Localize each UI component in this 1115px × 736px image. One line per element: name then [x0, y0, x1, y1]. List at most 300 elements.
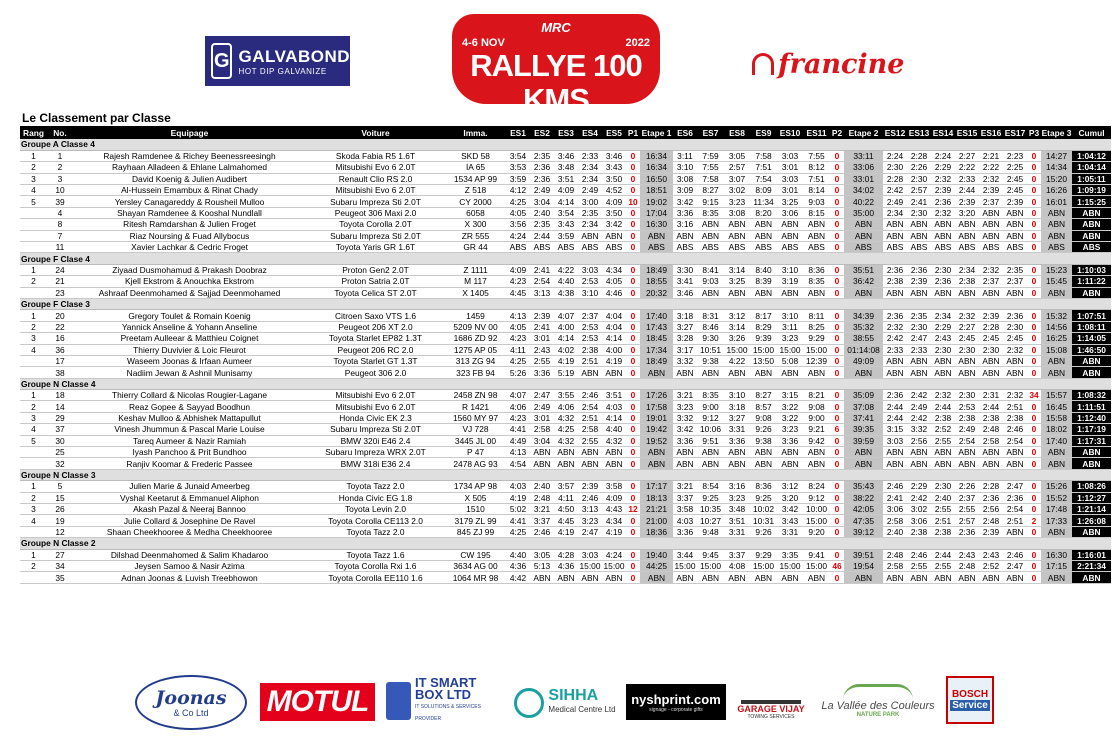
table-cell: 0 — [830, 447, 844, 458]
table-cell: 01:14:08 — [844, 344, 883, 355]
table-cell: ABN — [979, 458, 1003, 469]
table-cell: 9:12 — [697, 412, 724, 423]
table-cell: 3:36 — [530, 367, 554, 378]
column-header: Voiture — [306, 126, 445, 139]
table-cell — [20, 447, 47, 458]
table-cell: 16:30 — [640, 219, 673, 230]
table-cell: ABN — [803, 230, 830, 241]
table-cell: 2:58 — [578, 424, 602, 435]
table-cell: 2:35 — [907, 310, 931, 321]
table-cell: 1:26:08 — [1072, 515, 1111, 526]
table-cell: ABN — [883, 230, 907, 241]
table-cell: 9:30 — [697, 333, 724, 344]
table-cell: ABN — [1003, 447, 1027, 458]
table-cell: 2:27 — [955, 321, 979, 332]
table-cell: 8:35 — [697, 390, 724, 401]
table-cell: 37 — [47, 424, 73, 435]
table-cell: Toyota Tazz 1.6 — [306, 549, 445, 560]
table-cell: Xavier Lachkar & Cedric Froget — [73, 242, 306, 253]
table-cell: 4:54 — [506, 458, 530, 469]
table-cell: 18:49 — [640, 355, 673, 366]
table-cell: Thierry Collard & Nicolas Rougier-Lagane — [73, 390, 306, 401]
table-cell: 2:32 — [979, 264, 1003, 275]
table-cell: 2:55 — [931, 560, 955, 571]
table-row — [20, 515, 1111, 526]
table-cell: ABN — [1003, 572, 1027, 583]
table-cell: 8:12 — [803, 162, 830, 173]
table-cell: 15:58 — [1041, 412, 1072, 423]
table-cell: 0 — [626, 310, 640, 321]
table-cell: Shayan Ramdenee & Kooshal Nundlall — [73, 207, 306, 218]
table-cell: 0 — [626, 526, 640, 537]
table-cell: BMW 320i E46 2.4 — [306, 435, 445, 446]
table-cell: 3:54 — [506, 150, 530, 161]
table-cell: 2:38 — [578, 344, 602, 355]
table-cell: 3:22 — [777, 412, 803, 423]
table-cell: ABN — [697, 287, 724, 298]
table-cell: 35:00 — [844, 207, 883, 218]
table-cell: ABN — [1072, 230, 1111, 241]
table-cell: 0 — [626, 435, 640, 446]
table-cell: ABN — [803, 572, 830, 583]
table-cell: 9:08 — [750, 412, 777, 423]
table-cell: 6058 — [445, 207, 506, 218]
table-cell: 3:54 — [554, 207, 578, 218]
table-row — [20, 185, 1111, 196]
table-cell: Ziyaad Dusmohamud & Prakash Doobraz — [73, 264, 306, 275]
table-cell: 4:14 — [602, 333, 626, 344]
table-cell: ABN — [979, 355, 1003, 366]
table-cell: 2:45 — [1003, 333, 1027, 344]
table-cell: ABN — [578, 458, 602, 469]
itsmart-name: IT SMART BOX LTD — [414, 675, 477, 702]
table-cell: 2 — [20, 560, 47, 571]
table-cell: 2:57 — [907, 185, 931, 196]
table-cell: 3:17 — [673, 344, 697, 355]
table-cell: ABS — [777, 242, 803, 253]
table-cell: ABN — [883, 287, 907, 298]
table-cell: 4:08 — [724, 560, 750, 571]
table-cell: 3:35 — [777, 549, 803, 560]
table-cell: ABS — [1041, 242, 1072, 253]
table-cell: ABN — [931, 230, 955, 241]
table-cell: 2:38 — [979, 412, 1003, 423]
francine-name: francine — [778, 48, 905, 80]
table-cell: 4:23 — [506, 276, 530, 287]
table-cell: Toyota Yaris GR 1.6T — [306, 242, 445, 253]
table-cell: 18:51 — [640, 185, 673, 196]
table-cell: 0 — [1027, 424, 1041, 435]
table-cell: 3:08 — [724, 207, 750, 218]
table-cell: 19:02 — [640, 196, 673, 207]
table-cell: 0 — [626, 185, 640, 196]
table-cell: 0 — [830, 287, 844, 298]
table-cell: 10:00 — [803, 504, 830, 515]
table-cell: 1459 — [445, 310, 506, 321]
table-cell: 3:43 — [554, 219, 578, 230]
galvabond-logo — [205, 36, 350, 86]
table-cell: 26 — [47, 504, 73, 515]
table-row — [20, 321, 1111, 332]
table-cell: 2:29 — [931, 321, 955, 332]
table-cell: 3:31 — [777, 526, 803, 537]
table-cell: Peugeot 306 2.0 — [306, 367, 445, 378]
table-cell: 3:13 — [578, 504, 602, 515]
table-cell: ABS — [554, 242, 578, 253]
table-cell: 38:55 — [844, 333, 883, 344]
mountains-icon — [843, 684, 913, 700]
sihha-logo — [510, 683, 620, 723]
table-cell: Keshav Mulloo & Abhishek Mattapullut — [73, 412, 306, 423]
table-cell: 3:30 — [673, 264, 697, 275]
table-cell: ABN — [640, 458, 673, 469]
table-cell: 2:38 — [907, 526, 931, 537]
table-cell: 15:00 — [750, 344, 777, 355]
table-cell: ABN — [724, 367, 750, 378]
table-cell: 2 — [20, 492, 47, 503]
table-cell: ABN — [931, 447, 955, 458]
table-cell: 0 — [626, 492, 640, 503]
table-cell: 9:03 — [697, 276, 724, 287]
table-cell: ABN — [955, 219, 979, 230]
table-cell: ABN — [530, 458, 554, 469]
table-cell: ABN — [777, 230, 803, 241]
table-cell: 3:01 — [530, 412, 554, 423]
group-header-row — [20, 253, 1111, 264]
table-cell: ABN — [803, 447, 830, 458]
table-cell: 2:41 — [530, 321, 554, 332]
table-cell: ABN — [931, 219, 955, 230]
table-cell: 2:43 — [955, 549, 979, 560]
table-cell: ABN — [979, 207, 1003, 218]
table-cell: 2:42 — [907, 492, 931, 503]
table-cell: 4:03 — [673, 515, 697, 526]
table-cell: 2:27 — [955, 150, 979, 161]
table-cell: 2:38 — [1003, 412, 1027, 423]
table-cell: ABS — [844, 242, 883, 253]
table-cell: 0 — [830, 162, 844, 173]
table-cell: 2:58 — [979, 435, 1003, 446]
column-header: ES15 — [956, 127, 978, 138]
table-cell: 1 — [20, 310, 47, 321]
table-cell: 15:52 — [1041, 492, 1072, 503]
table-cell: ABN — [907, 447, 931, 458]
table-cell: 15:00 — [724, 344, 750, 355]
table-cell: ABN — [1003, 207, 1027, 218]
table-cell: 5 — [20, 196, 47, 207]
column-header: ES16 — [980, 127, 1002, 138]
table-cell: 2:40 — [530, 481, 554, 492]
table-row — [20, 162, 1111, 173]
table-cell: Toyota Corolla CE113 2.0 — [306, 515, 445, 526]
table-cell: 39:12 — [844, 526, 883, 537]
table-cell: 42:05 — [844, 504, 883, 515]
table-cell: 7:51 — [750, 162, 777, 173]
table-cell: 15:00 — [777, 344, 803, 355]
table-cell: Tareq Aumeer & Nazir Ramiah — [73, 435, 306, 446]
table-cell: 2:47 — [907, 333, 931, 344]
table-cell: 0 — [1027, 219, 1041, 230]
table-cell: 2 — [20, 321, 47, 332]
table-cell: 2:45 — [979, 333, 1003, 344]
table-cell: ABN — [750, 219, 777, 230]
table-cell: ABS — [673, 242, 697, 253]
column-header: ES7 — [697, 126, 724, 139]
table-cell: 3:03 — [777, 173, 803, 184]
table-cell: 9:51 — [697, 435, 724, 446]
table-cell: 0 — [626, 572, 640, 583]
table-cell: 3:43 — [602, 162, 626, 173]
table-cell: 2:56 — [907, 435, 931, 446]
table-cell: 2:54 — [955, 435, 979, 446]
table-cell: 3:20 — [777, 492, 803, 503]
table-cell: ABN — [1003, 355, 1027, 366]
table-cell: 10 — [47, 185, 73, 196]
table-cell: 3:23 — [673, 401, 697, 412]
table-row — [20, 150, 1111, 161]
table-cell: 1:16:01 — [1072, 549, 1111, 560]
table-cell: 2:40 — [530, 207, 554, 218]
table-cell: 2:36 — [931, 196, 955, 207]
table-cell: 2458 ZN 98 — [445, 390, 506, 401]
table-cell: 35:32 — [844, 321, 883, 332]
table-cell: ABN — [844, 572, 883, 583]
table-cell: 3 — [20, 412, 47, 423]
table-cell: 15:20 — [1041, 173, 1072, 184]
table-cell: 1:08:11 — [1072, 321, 1111, 332]
table-cell: 34 — [47, 560, 73, 571]
table-cell: 0 — [830, 481, 844, 492]
galvabond-name: GALVABOND — [238, 46, 350, 66]
table-row — [20, 504, 1111, 515]
table-cell: 3:26 — [724, 333, 750, 344]
table-cell: 3:15 — [777, 390, 803, 401]
table-cell: 3:10 — [777, 310, 803, 321]
table-cell: 2:28 — [979, 481, 1003, 492]
table-cell: 4:00 — [602, 344, 626, 355]
table-cell: 9:29 — [750, 549, 777, 560]
table-row — [20, 435, 1111, 446]
table-cell: 2:22 — [955, 162, 979, 173]
table-cell: 4:06 — [506, 401, 530, 412]
table-cell: 0 — [1027, 549, 1041, 560]
table-cell: 3:12 — [724, 310, 750, 321]
table-cell: 3:18 — [724, 401, 750, 412]
table-cell: 2:39 — [979, 185, 1003, 196]
table-cell: 2:55 — [907, 560, 931, 571]
table-cell: ABN — [931, 458, 955, 469]
table-cell: 18:02 — [1041, 424, 1072, 435]
table-cell: 3:51 — [554, 173, 578, 184]
table-cell: 7:54 — [750, 173, 777, 184]
table-cell: 8:11 — [803, 310, 830, 321]
table-cell: Honda Civic EK 2.3 — [306, 412, 445, 423]
sihha-name: SIHHA — [548, 687, 599, 704]
table-cell: 0 — [1027, 355, 1041, 366]
table-cell: Toyota Corolla EE110 1.6 — [306, 572, 445, 583]
table-cell: ABN — [1041, 287, 1072, 298]
table-row — [20, 390, 1111, 401]
table-cell: ABN — [955, 458, 979, 469]
table-cell: 10:51 — [697, 344, 724, 355]
table-cell: ABN — [640, 367, 673, 378]
table-cell: 15:08 — [1041, 344, 1072, 355]
table-cell: 18:45 — [640, 333, 673, 344]
table-cell: 9:12 — [803, 492, 830, 503]
table-cell: 2:37 — [578, 310, 602, 321]
table-cell: 1560 MY 97 — [445, 412, 506, 423]
table-cell: 8:17 — [750, 310, 777, 321]
table-cell: 3:13 — [530, 287, 554, 298]
table-cell: 0 — [1027, 196, 1041, 207]
table-cell: 0 — [626, 207, 640, 218]
table-cell: 49:09 — [844, 355, 883, 366]
table-cell: 4:40 — [506, 549, 530, 560]
table-cell: 0 — [626, 333, 640, 344]
table-cell: 2:33 — [955, 173, 979, 184]
table-cell: 5:08 — [777, 355, 803, 366]
table-cell: 1734 AP 98 — [445, 481, 506, 492]
table-cell: 9:38 — [697, 355, 724, 366]
table-cell: 3:53 — [506, 162, 530, 173]
table-cell: CY 2000 — [445, 196, 506, 207]
table-cell: 3:06 — [777, 207, 803, 218]
table-cell: Toyota Levin 2.0 — [306, 504, 445, 515]
table-cell: 20:32 — [640, 287, 673, 298]
table-cell: 9:25 — [750, 492, 777, 503]
table-cell: 39:35 — [844, 424, 883, 435]
table-cell: 0 — [1027, 526, 1041, 537]
table-cell: Vyshal Keetarut & Emmanuel Aliphon — [73, 492, 306, 503]
itsmart-cube-icon — [386, 682, 411, 720]
sihha-sub: Medical Centre Ltd — [548, 705, 616, 714]
table-cell: ABN — [602, 458, 626, 469]
table-cell: 9:00 — [803, 412, 830, 423]
table-cell: ABN — [979, 287, 1003, 298]
table-cell: 4:05 — [506, 321, 530, 332]
table-cell: 3:57 — [554, 481, 578, 492]
table-cell: 0 — [830, 526, 844, 537]
table-cell: 2:52 — [931, 424, 955, 435]
table-cell: ABN — [697, 367, 724, 378]
table-cell: Gregory Toulet & Romain Koenig — [73, 310, 306, 321]
table-cell: ABN — [697, 230, 724, 241]
sihha-heart-icon — [514, 688, 544, 718]
table-cell: 16:25 — [1041, 333, 1072, 344]
table-cell: 1 — [47, 150, 73, 161]
table-cell: ABN — [673, 447, 697, 458]
table-cell: ABN — [640, 230, 673, 241]
table-cell: ABN — [844, 230, 883, 241]
table-cell: 2:30 — [883, 162, 907, 173]
table-cell: ABN — [554, 572, 578, 583]
group-title: Groupe F Clase 3 — [20, 298, 1111, 309]
table-cell: 3:21 — [673, 481, 697, 492]
table-cell: 2:30 — [931, 344, 955, 355]
bosch-service: Service — [952, 700, 988, 711]
table-cell: 2:41 — [530, 264, 554, 275]
table-cell: 3:18 — [673, 310, 697, 321]
table-cell: 15:00 — [579, 561, 601, 572]
table-cell: 0 — [830, 390, 844, 401]
table-cell: ABS — [530, 242, 554, 253]
column-header: No. — [47, 126, 73, 139]
table-cell: GR 44 — [445, 242, 506, 253]
table-cell: Rajesh Ramdenee & Richey Beenessreesingh — [73, 150, 306, 161]
table-cell: VJ 728 — [445, 424, 506, 435]
table-cell: 5:19 — [554, 367, 578, 378]
table-cell: ABN — [1041, 207, 1072, 218]
table-cell: 18:55 — [640, 276, 673, 287]
table-cell: 19:42 — [640, 424, 673, 435]
table-cell: ABS — [803, 242, 830, 253]
table-cell: 3:56 — [506, 219, 530, 230]
table-cell: ABN — [777, 572, 803, 583]
table-cell: 7:55 — [803, 150, 830, 161]
table-cell: ABN — [1072, 367, 1111, 378]
table-row — [20, 333, 1111, 344]
table-cell: 4:09 — [506, 264, 530, 275]
table-cell: 44:25 — [640, 560, 673, 571]
table-cell: 35:51 — [844, 264, 883, 275]
table-cell: 4:32 — [554, 412, 578, 423]
table-cell: 3:01 — [777, 162, 803, 173]
table-cell: 34:39 — [844, 310, 883, 321]
table-cell: Toyota Starlet GT 1.3T — [306, 355, 445, 366]
table-cell: 10:35 — [697, 504, 724, 515]
table-cell: 16:34 — [640, 162, 673, 173]
table-cell: 4:02 — [554, 344, 578, 355]
table-cell: 4:25 — [506, 196, 530, 207]
table-cell: IA 65 — [445, 162, 506, 173]
table-cell: 3:42 — [673, 424, 697, 435]
table-cell: 19:40 — [640, 549, 673, 560]
table-cell: 2:39 — [979, 526, 1003, 537]
table-cell: 2:55 — [578, 435, 602, 446]
table-cell: 16:34 — [640, 150, 673, 161]
table-cell: 2:34 — [578, 173, 602, 184]
table-cell: 46 — [830, 560, 844, 571]
table-cell: 3:06 — [907, 515, 931, 526]
table-cell: ABS — [602, 242, 626, 253]
column-header: Rang — [20, 126, 47, 139]
table-cell: 0 — [626, 367, 640, 378]
table-cell: 10 — [626, 196, 640, 207]
table-cell: 4 — [20, 424, 47, 435]
table-cell: 4 — [20, 515, 47, 526]
table-cell: 2:36 — [883, 264, 907, 275]
table-cell: ABN — [697, 572, 724, 583]
table-cell: 15:26 — [1041, 481, 1072, 492]
table-cell: 15:00 — [697, 560, 724, 571]
table-cell: 2:36 — [931, 276, 955, 287]
table-cell: 33:06 — [844, 162, 883, 173]
table-cell: 1:05:11 — [1072, 173, 1111, 184]
table-cell: ABN — [578, 447, 602, 458]
table-cell: 3:28 — [673, 333, 697, 344]
table-cell: ABS — [724, 242, 750, 253]
table-cell: Jeysen Samoo & Nasir Azima — [73, 560, 306, 571]
table-cell: 2:53 — [578, 333, 602, 344]
table-cell: 3:10 — [724, 390, 750, 401]
itsmart-logo — [386, 677, 504, 725]
table-cell: 29 — [47, 412, 73, 423]
table-cell: 21 — [47, 276, 73, 287]
table-cell: Al-Hussein Emambux & Rinat Chady — [73, 185, 306, 196]
table-cell: 8 — [47, 219, 73, 230]
table-cell: ABN — [803, 367, 830, 378]
table-cell: 2:32 — [931, 390, 955, 401]
